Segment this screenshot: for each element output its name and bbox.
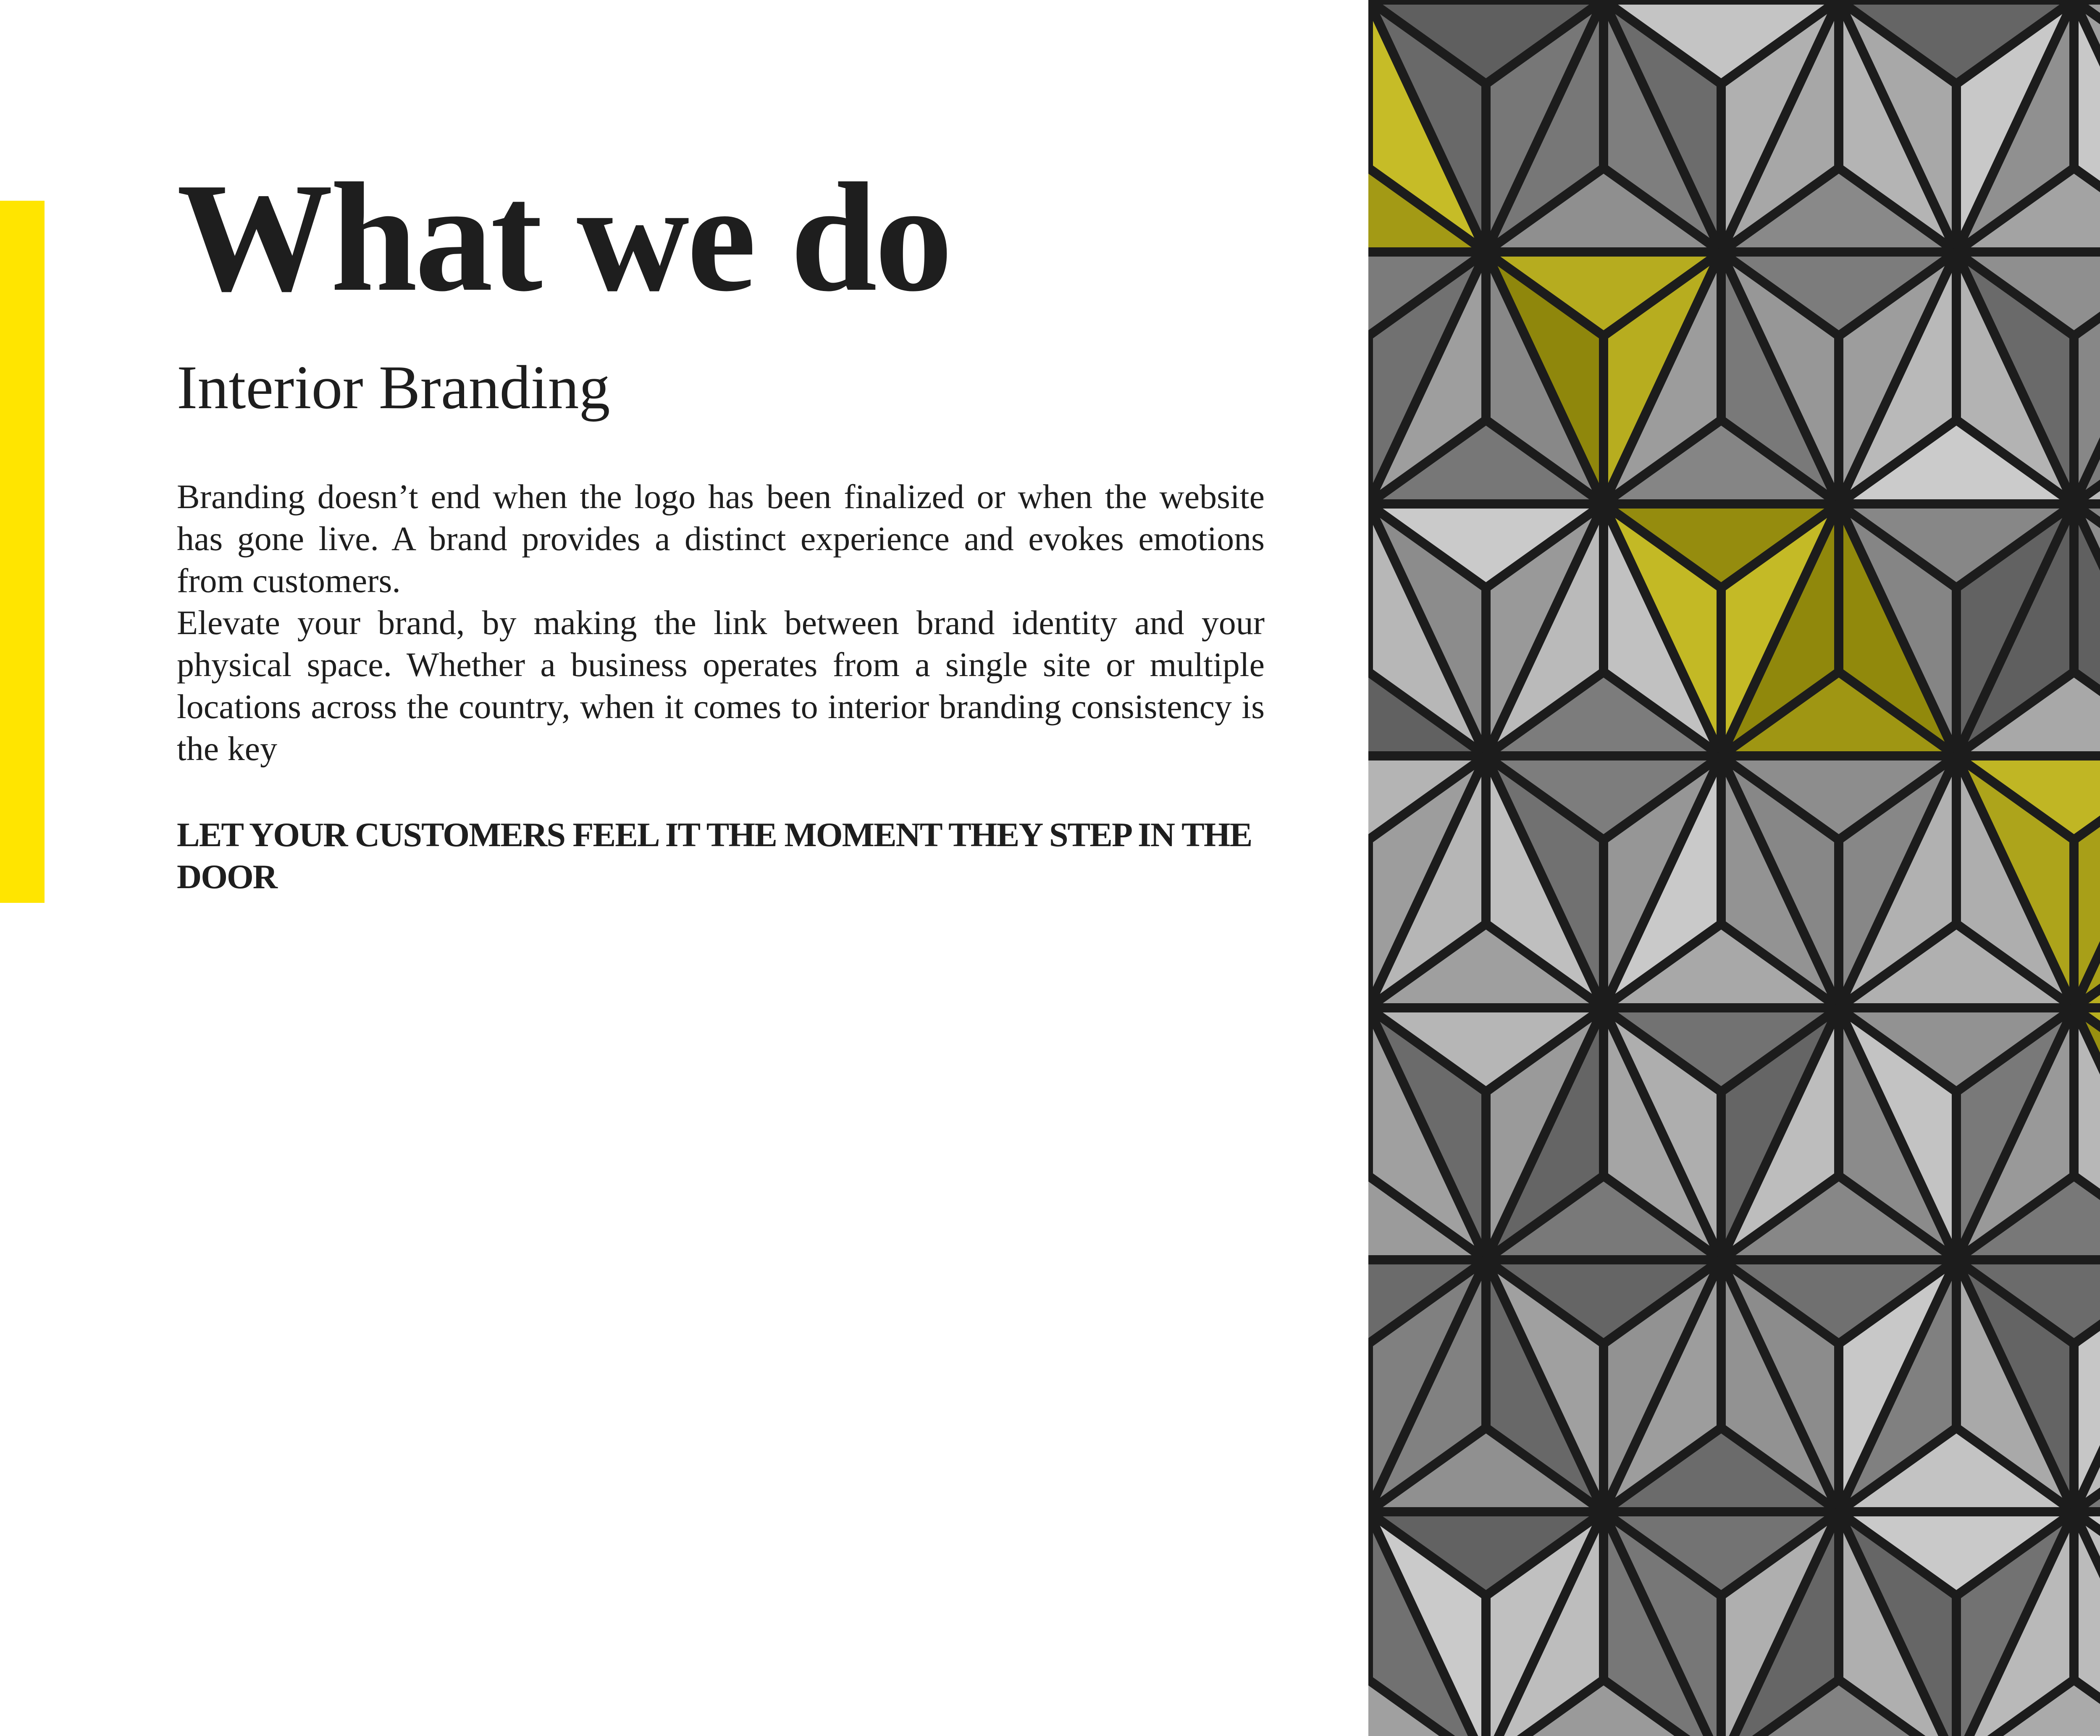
body-paragraph-2: Elevate your brand, by making the link between brand identity and your physical space. Whether a business operates from a single site or multiple locations across the country, when it comes to interior branding consistency is the key — [177, 603, 1265, 768]
page-subtitle: Interior Branding — [177, 353, 610, 422]
text-column — [177, 151, 1265, 898]
tile-pattern — [1368, 0, 2100, 1736]
callout-text: LET YOUR CUSTOMERS FEEL IT THE MOMENT THEY STEP IN THE DOOR — [177, 815, 1252, 896]
page-title: What we do — [177, 151, 950, 324]
body-copy — [177, 476, 1265, 770]
accent-bar — [0, 201, 45, 903]
body-paragraph-1: Branding doesn’t end when the logo has been finalized or when the website has gone live. A brand provides a distinct experience and evokes emotions from customers. — [177, 477, 1265, 600]
geometric-tile-wall-image — [1368, 0, 2100, 1736]
